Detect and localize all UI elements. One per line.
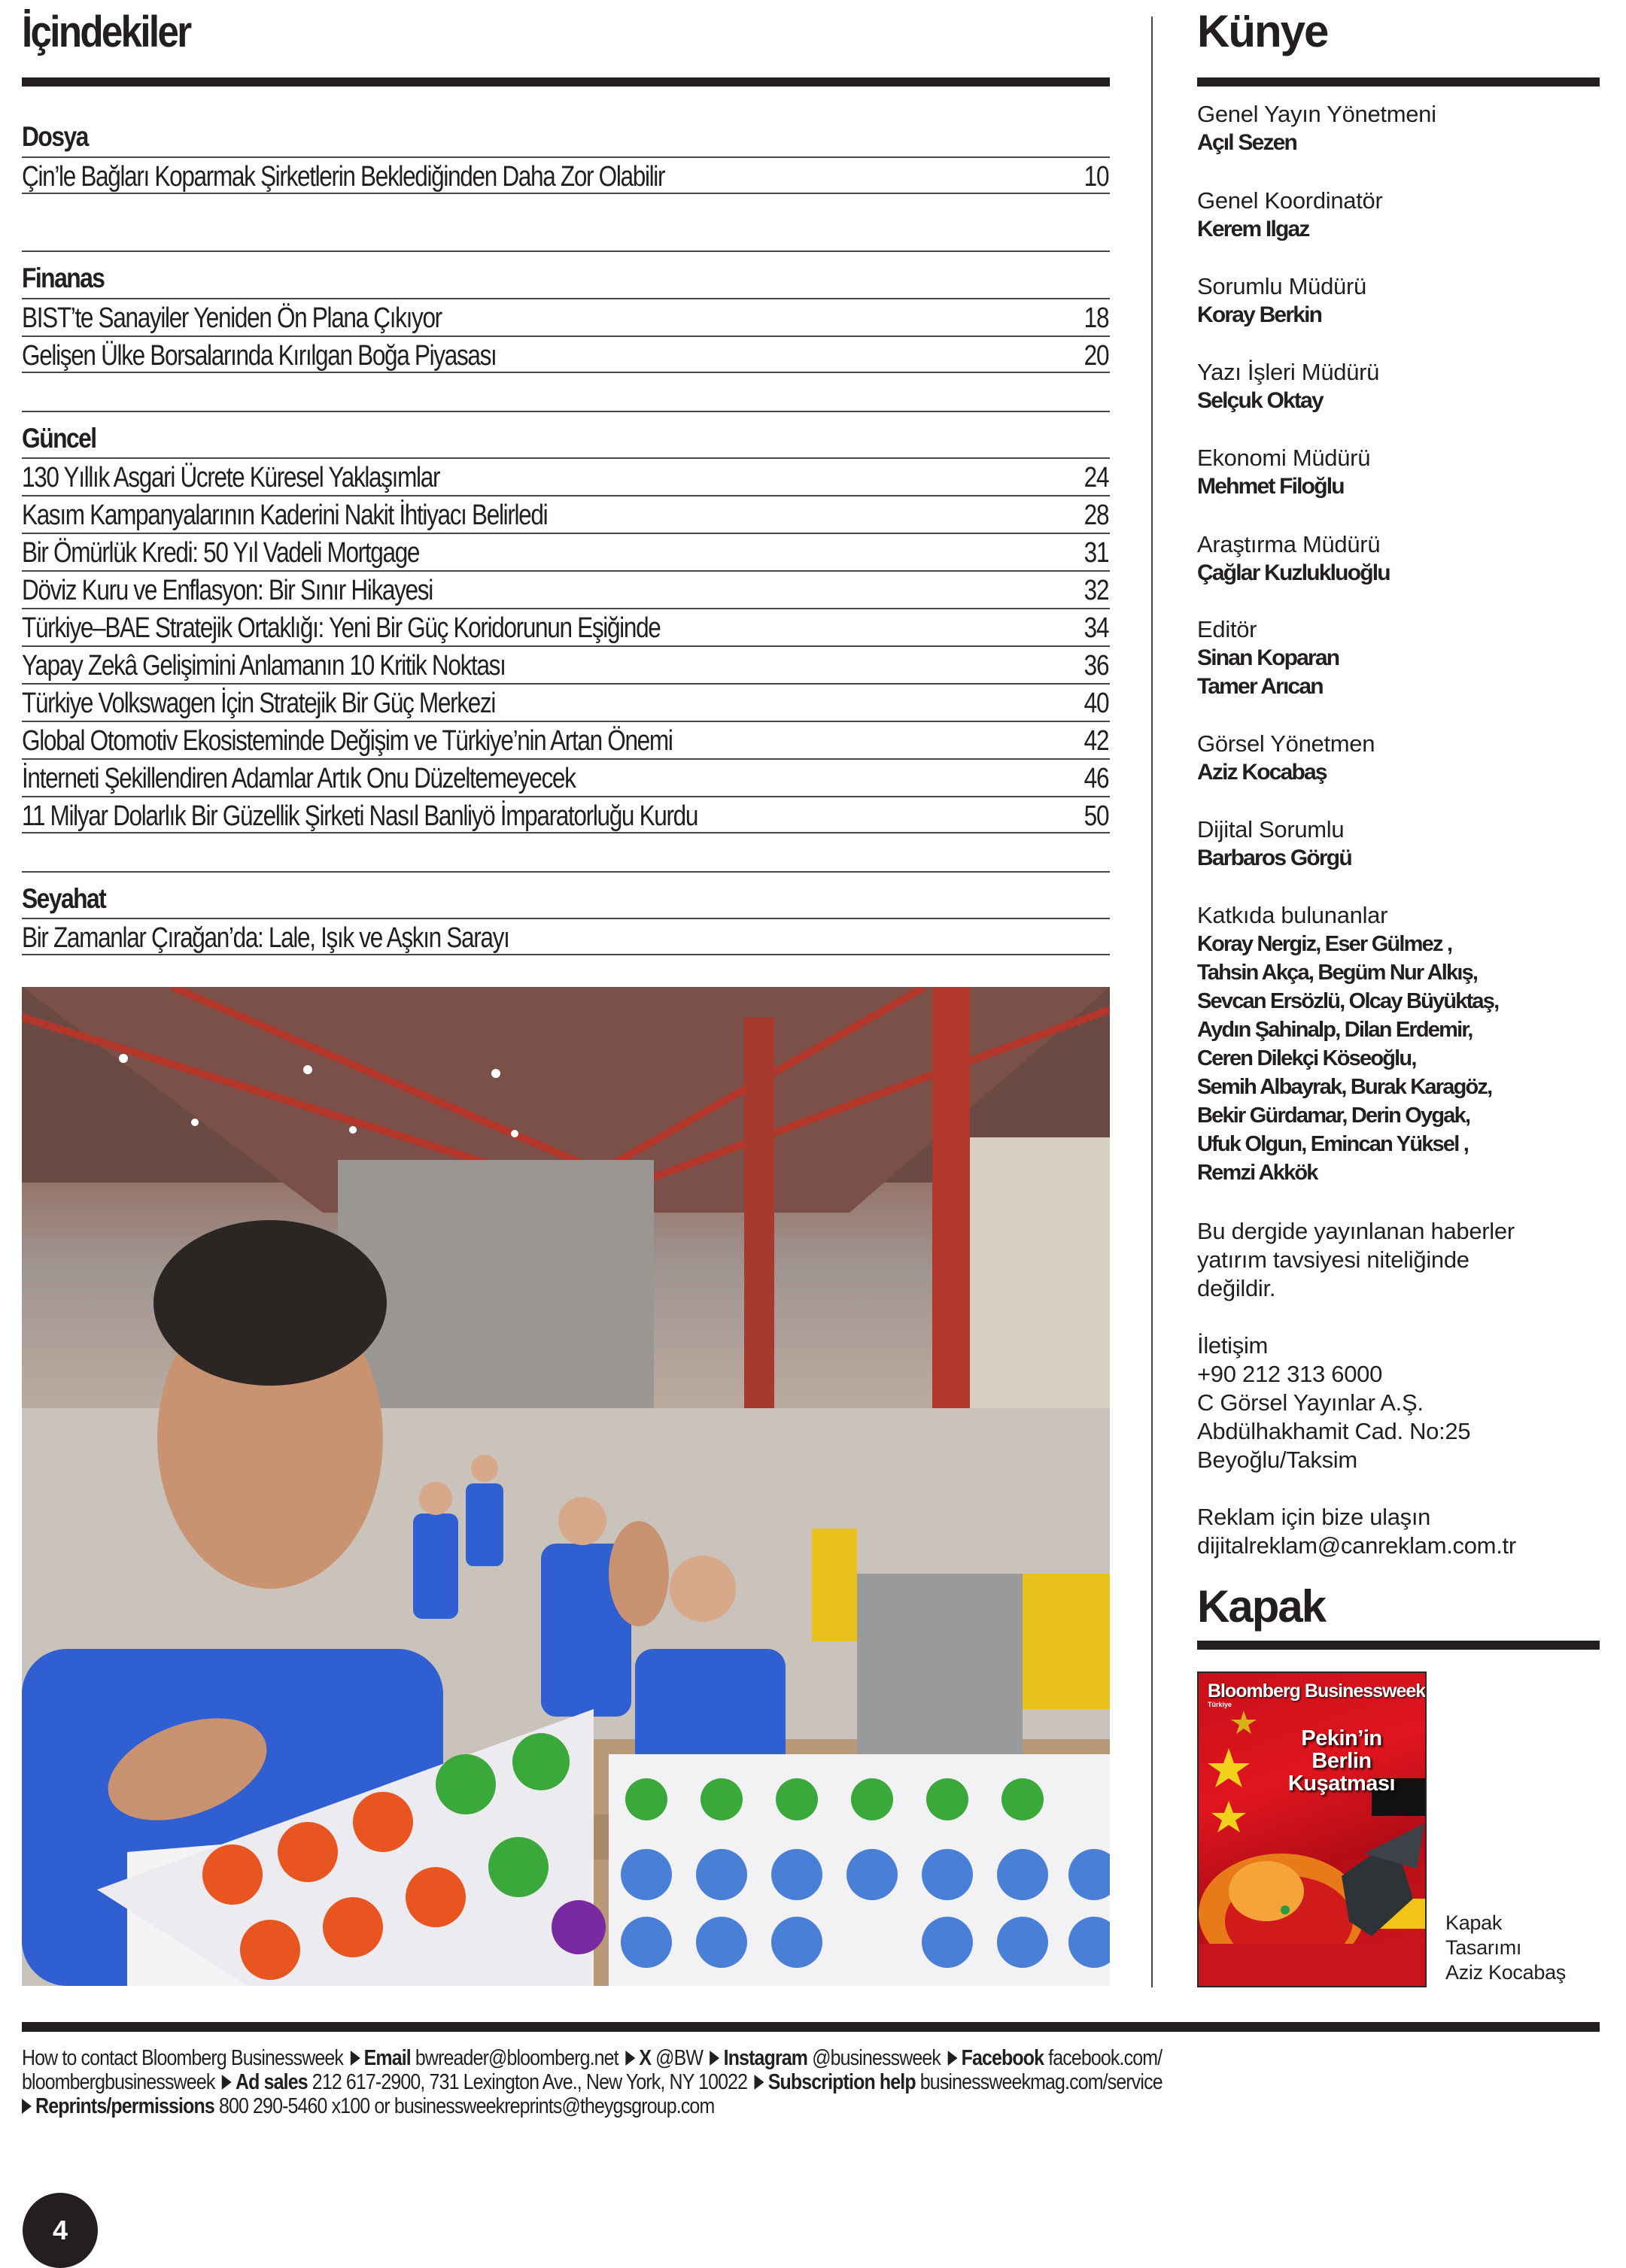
disclaimer-line: yatırım tavsiyesi niteliğinde [1197,1246,1469,1273]
email-link[interactable]: bwreader@bloomberg.net [415,2046,618,2070]
caption-line: Aziz Kocabaş [1445,1961,1566,1984]
instagram-label: Instagram [723,2046,808,2070]
credit-role: Sorumlu Müdürü [1197,273,1366,299]
triangle-right-icon [22,2099,32,2114]
factory-scene-illustration [22,987,1110,1986]
contact-block [1197,1331,1600,1474]
masthead-title: Künye [1197,6,1328,56]
credit-name: Kerem Ilgaz [1197,217,1309,241]
cover-credit-caption [1445,1911,1566,1985]
triangle-right-icon [222,2075,232,2090]
article-title: Bir Zamanlar Çırağan’da: Lale, Işık ve Aşkın Sarayı [22,922,509,954]
credit-digital [1197,815,1600,873]
article-title: Global Otomotiv Ekosisteminde Değişim ve Türkiye’nin Artan Önemi [22,725,673,757]
article-title: Türkiye–BAE Stratejik Ortaklığı: Yeni Bir Güç Koridorunun Eşiğinde [22,612,661,644]
toc-row[interactable] [22,335,1110,373]
credit-contributors [1197,901,1600,1187]
credit-role: Genel Yayın Yönetmeni [1197,101,1436,127]
contributor-line: Tahsin Akça, Begüm Nur Alkış, [1197,961,1478,985]
credit-role: Araştırma Müdürü [1197,531,1381,557]
toc-row[interactable] [22,457,1110,495]
toc-row[interactable] [22,533,1110,570]
toc-row[interactable] [22,645,1110,683]
instagram-link[interactable]: @businessweek [812,2046,941,2070]
email-label: Email [363,2046,411,2070]
credit-managing-director [1197,272,1600,329]
credit-editor [1197,615,1600,701]
disclaimer-line: Bu dergide yayınlanan haberler [1197,1218,1515,1244]
contributor-line: Koray Nergiz, Eser Gülmez , [1197,932,1452,956]
credit-role: Genel Koordinatör [1197,187,1383,214]
contributor-line: Ufuk Olgun, Emincan Yüksel , [1197,1132,1468,1156]
section-title: Seyahat [22,883,106,914]
cover-brand: Bloomberg Businessweek [1208,1681,1426,1702]
toc-row[interactable] [22,608,1110,645]
credit-role: Dijital Sorumlu [1197,816,1345,843]
article-title: BIST’te Sanayiler Yeniden Ön Plana Çıkıyor [22,302,442,334]
section-divider [22,411,1110,412]
section-title: Güncel [22,423,96,454]
footer-line [22,2094,1368,2118]
credit-name: Barbaros Görgü [1197,846,1351,870]
facebook-label: Facebook [961,2046,1044,2070]
toc-row[interactable] [22,570,1110,608]
magazine-cover-thumbnail[interactable] [1197,1671,1427,1987]
page-number-ref: 34 [1083,612,1108,644]
article-title: Çin’le Bağları Koparmak Şirketlerin Beklediğinden Daha Zor Olabilir [22,161,665,193]
contributor-line: Bekir Gürdamar, Derin Oygak, [1197,1104,1470,1128]
facebook-link-continued[interactable]: bloombergbusinessweek [22,2070,215,2094]
page-number-ref: 42 [1083,725,1108,757]
credit-general-coordinator [1197,187,1600,244]
page-number-ref: 40 [1083,688,1108,719]
article-title: Kasım Kampanyalarının Kaderini Nakit İhtiyacı Belirledi [22,499,548,531]
credit-name: Çağlar Kuzlukluoğlu [1197,560,1390,585]
contact-address-line: Beyoğlu/Taksim [1197,1447,1357,1473]
contact-label: İletişim [1197,1332,1269,1359]
star-icon [1211,1801,1246,1832]
contributor-line: Semih Albayrak, Burak Karagöz, [1197,1075,1492,1099]
credit-editorial-director [1197,358,1600,415]
credit-editor-in-chief [1197,100,1600,157]
footer-line [22,2070,1368,2094]
toc-row[interactable] [22,918,1110,955]
article-title: İnterneti Şekillendiren Adamlar Artık Onu Düzeltemeyecek [22,763,576,794]
star-icon [1208,1748,1250,1787]
title-rule [22,77,1110,87]
toc-row[interactable] [22,495,1110,533]
cover-edition: Türkiye [1208,1701,1232,1708]
page-number-ref: 50 [1083,800,1108,832]
page-number-ref: 24 [1083,462,1108,493]
toc-row[interactable] [22,298,1110,335]
toc-row[interactable] [22,683,1110,721]
ad-sales-info: 212 617-2900, 731 Lexington Ave., New York, NY 10022 [312,2070,748,2094]
page-number-badge: 4 [23,2193,98,2268]
credit-name: Koray Berkin [1197,302,1322,327]
contact-phone[interactable]: +90 212 313 6000 [1197,1361,1383,1387]
contributor-line: Sevcan Ersözlü, Olcay Büyüktaş, [1197,989,1499,1013]
page-number-ref: 31 [1083,537,1108,569]
contact-footer [22,2046,1587,2118]
contributor-line: Remzi Akkök [1197,1161,1318,1185]
headline-line: Kuşatması [1287,1772,1396,1796]
credit-role: Ekonomi Müdürü [1197,445,1371,471]
ads-label: Reklam için bize ulaşın [1197,1504,1431,1530]
contributor-list [1197,930,1600,1187]
article-title: Bir Ömürlük Kredi: 50 Yıl Vadeli Mortgage [22,537,420,569]
credit-name: Mehmet Filoğlu [1197,474,1344,499]
ad-sales-label: Ad sales [236,2070,308,2094]
credit-role: Katkıda bulunanlar [1197,902,1388,928]
section-title: Finanas [22,263,105,293]
article-title: Döviz Kuru ve Enflasyon: Bir Sınır Hikayesi [22,575,433,606]
credit-art-director [1197,730,1600,787]
disclaimer-line: değildir. [1197,1275,1276,1301]
footer-line [22,2046,1368,2070]
page-number-ref: 36 [1083,650,1108,682]
page-number-ref: 10 [1083,161,1108,193]
section-title: Dosya [22,121,88,152]
subscription-label: Subscription help [767,2070,916,2094]
credit-research-director [1197,530,1600,587]
contributor-line: Ceren Dilekçi Köseoğlu, [1197,1046,1416,1070]
credit-name: Sinan Koparan [1197,645,1339,670]
facebook-link[interactable]: facebook.com/ [1048,2046,1163,2070]
credit-name: Selçuk Oktay [1197,388,1323,413]
page-number-ref: 20 [1083,340,1108,372]
cover-headline [1274,1727,1409,1795]
cover-section-title: Kapak [1197,1581,1326,1632]
credit-role: Editör [1197,616,1257,642]
page-title: İçindekiler [22,8,190,56]
reprints-label: Reprints/permissions [35,2094,214,2118]
triangle-right-icon [625,2051,635,2066]
masthead-rule [1197,77,1600,87]
footer-rule [22,2022,1600,2032]
credit-role: Yazı İşleri Müdürü [1197,359,1380,385]
headline-line: Berlin [1311,1749,1372,1773]
reprints-info[interactable]: 800 290-5460 x100 or businessweekreprints@theygsgroup.com [218,2094,715,2118]
credit-name: Aziz Kocabaş [1197,760,1327,785]
toc-row[interactable] [22,758,1110,796]
section-divider [22,871,1110,873]
toc-row[interactable] [22,156,1110,194]
factory-photo [22,987,1110,1986]
page-number-ref: 28 [1083,499,1108,531]
investment-disclaimer [1197,1217,1600,1303]
column-divider [1151,17,1153,1987]
article-title: Türkiye Volkswagen İçin Stratejik Bir Güç Merkezi [22,688,496,719]
article-title: Yapay Zekâ Gelişimini Anlamanın 10 Kritik Noktası [22,650,506,682]
ads-email-link[interactable]: dijitalreklam@canreklam.com.tr [1197,1532,1516,1559]
article-title: 130 Yıllık Asgari Ücrete Küresel Yaklaşımlar [22,462,440,493]
subscription-link[interactable]: businessweekmag.com/service [919,2070,1163,2094]
headline-line: Pekin’in [1301,1726,1382,1750]
page-number-ref: 18 [1083,302,1108,334]
toc-row[interactable] [22,721,1110,758]
credit-name: Açıl Sezen [1197,130,1297,155]
triangle-right-icon [351,2051,360,2066]
section-divider [22,250,1110,252]
advertising-contact [1197,1503,1600,1560]
article-title: Gelişen Ülke Borsalarında Kırılgan Boğa Piyasası [22,340,497,372]
page-number-ref: 32 [1083,575,1108,606]
credit-role: Görsel Yönetmen [1197,730,1375,757]
credit-name: Tamer Arıcan [1197,674,1323,699]
page-number-ref: 46 [1083,763,1108,794]
triangle-right-icon [710,2051,720,2066]
contributor-line: Aydın Şahinalp, Dilan Erdemir, [1197,1018,1473,1042]
contact-company: C Görsel Yayınlar A.Ş. [1197,1389,1424,1416]
credit-economy-director [1197,444,1600,501]
cover-art-illustration [1199,1673,1427,1987]
article-title: 11 Milyar Dolarlık Bir Güzellik Şirketi Nasıl Banliyö İmparatorluğu Kurdu [22,800,698,832]
footer-intro: How to contact Bloomberg Businessweek [22,2046,344,2070]
triangle-right-icon [948,2051,958,2066]
x-label: X [639,2046,652,2070]
cover-section-rule [1197,1641,1600,1650]
contact-address-line: Abdülhakhamit Cad. No:25 [1197,1418,1471,1444]
triangle-right-icon [755,2075,764,2090]
caption-line: Tasarımı [1445,1936,1522,1959]
toc-row[interactable] [22,796,1110,833]
star-icon [1231,1711,1257,1734]
x-handle-link[interactable]: @BW [655,2046,704,2070]
caption-line: Kapak [1445,1911,1503,1934]
